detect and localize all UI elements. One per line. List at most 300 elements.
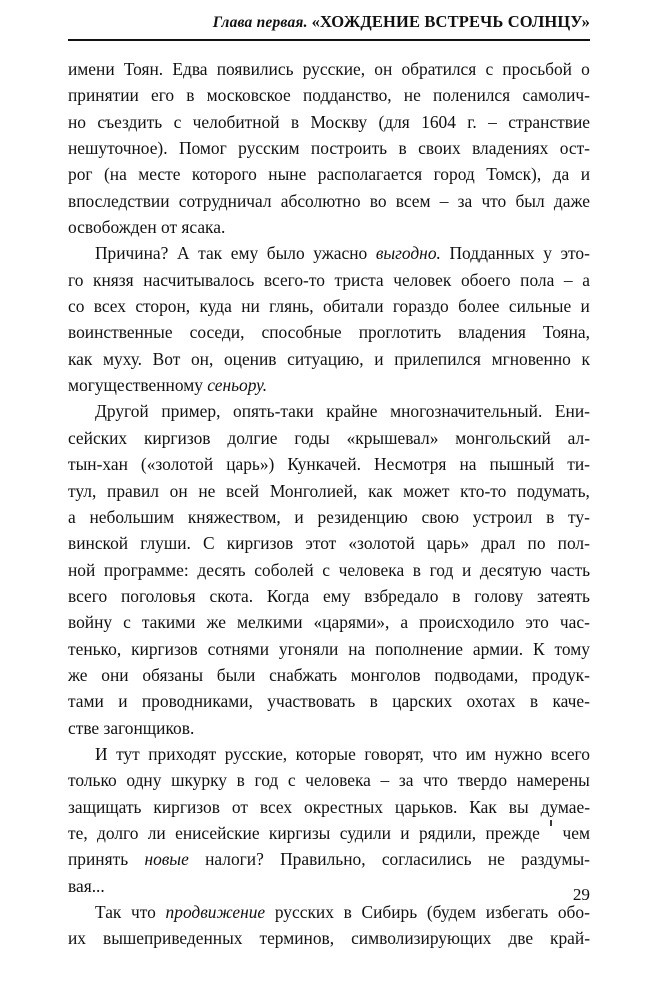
- text-word: же: [206, 612, 227, 633]
- text-word: так: [198, 243, 223, 264]
- text-word: Несмотря: [374, 454, 447, 475]
- text-word: и: [461, 559, 472, 580]
- text-word: ныне: [268, 164, 307, 185]
- text-word: насчитывалось: [143, 269, 255, 290]
- text-word: мелкими: [237, 612, 303, 633]
- text-line: [68, 925, 590, 951]
- text-word: подводами,: [434, 664, 519, 685]
- text-word: как: [368, 480, 393, 501]
- text-word: поленился: [432, 85, 511, 106]
- text-word: ли: [147, 822, 166, 843]
- text-word: был: [515, 190, 545, 211]
- text-word: нешуточное).: [68, 138, 168, 159]
- text-word: Как: [469, 796, 497, 817]
- text-word: человека: [338, 559, 405, 580]
- text-word: построить: [310, 138, 388, 159]
- text-word: человека: [305, 770, 371, 791]
- text-word: Причина?: [95, 243, 169, 264]
- text-word: ни: [241, 296, 260, 317]
- text-word: киргизов: [226, 533, 294, 554]
- text-word: охотах: [466, 691, 516, 712]
- text-word: по: [527, 533, 546, 554]
- text-word: это-: [560, 243, 590, 264]
- text-word: скота.: [209, 585, 254, 606]
- text-word: думае-: [540, 796, 590, 817]
- text-line: [68, 636, 590, 662]
- text-word: Так: [95, 902, 122, 922]
- text-word: драл: [481, 533, 516, 554]
- text-word: вышеприведенных: [103, 928, 243, 949]
- text-word: абсолютно: [280, 190, 361, 211]
- text-word: к: [581, 348, 590, 369]
- text-word: располагается: [317, 164, 423, 185]
- text-word: пример,: [161, 401, 221, 422]
- text-word: им: [465, 743, 486, 764]
- text-line: [68, 767, 590, 793]
- text-word: (будем: [426, 902, 477, 922]
- text-word: мгновенно: [491, 348, 571, 369]
- text-word: две: [508, 928, 534, 949]
- text-word: киргизов: [143, 427, 211, 448]
- text-line: [68, 188, 590, 214]
- text-line: [68, 820, 590, 846]
- text-word: в: [236, 770, 245, 791]
- text-word: –: [380, 770, 390, 791]
- running-head-rule: [68, 39, 590, 41]
- text-word: твердо: [457, 770, 508, 791]
- text-line: [68, 583, 590, 609]
- text-word: пол-: [557, 533, 590, 554]
- text-word: челобитной: [192, 111, 280, 132]
- text-word: за: [457, 190, 473, 211]
- text-word: судили: [339, 822, 391, 843]
- text-word: и: [294, 506, 304, 527]
- text-word: сторон,: [135, 296, 191, 317]
- text-word: о: [581, 59, 590, 79]
- text-word: и: [374, 348, 384, 369]
- text-word: были: [216, 664, 256, 685]
- text-word: ему: [323, 585, 351, 606]
- text-word: было: [266, 243, 305, 264]
- text-word: Когда: [266, 585, 310, 606]
- text-word: десять: [197, 559, 246, 580]
- text-word: с: [485, 59, 494, 79]
- text-word: всего-то: [263, 269, 325, 290]
- text-line: [68, 846, 590, 872]
- text-word: «царями»,: [313, 612, 390, 633]
- text-word: что: [432, 743, 458, 764]
- text-word: –: [439, 190, 449, 211]
- text-word: К: [532, 638, 545, 659]
- text-word: тенько,: [68, 638, 122, 659]
- text-word: и: [400, 822, 410, 843]
- text-word: обратился: [401, 59, 477, 79]
- text-line: [68, 688, 590, 714]
- text-word: правил: [107, 480, 159, 501]
- text-word: край-: [550, 928, 590, 949]
- text-word: владениях: [472, 138, 549, 159]
- text-line: [68, 82, 590, 108]
- text-word: ной: [68, 559, 96, 580]
- text-word: резиденцию: [317, 506, 408, 527]
- text-word: сотрудничал: [178, 190, 272, 211]
- text-word: пышный: [489, 454, 555, 475]
- text-word: а: [68, 506, 76, 527]
- text-word: сейских: [68, 427, 128, 448]
- text-word: многозначительный.: [390, 401, 543, 422]
- text-word: год: [254, 770, 279, 791]
- text-word: что: [481, 190, 507, 211]
- text-word: кто-то: [460, 480, 507, 501]
- text-word: более: [458, 296, 500, 317]
- text-word: сильные: [508, 296, 572, 317]
- text-word: воинственные: [68, 322, 173, 343]
- text-word: Кункачей.: [287, 454, 361, 475]
- text-word: армии.: [472, 638, 524, 659]
- text-word: всех: [259, 796, 293, 817]
- text-word: киргизов: [131, 638, 198, 659]
- text-word: только: [68, 770, 117, 791]
- text-word: проводниками,: [141, 691, 253, 712]
- text-word: часть: [550, 559, 590, 580]
- text-word: принятии: [68, 85, 139, 106]
- text-word: русские,: [302, 59, 366, 79]
- text-word: от: [231, 796, 248, 817]
- text-word: год: [429, 559, 454, 580]
- text-word: тын-хан: [68, 454, 128, 475]
- text-word: со: [68, 296, 85, 317]
- text-word: нужно: [494, 743, 543, 764]
- text-word: Монголией,: [269, 480, 358, 501]
- text-word: появились: [216, 59, 294, 79]
- text-word: тул,: [68, 480, 97, 501]
- text-word: тами: [68, 691, 104, 712]
- text-word: в: [186, 85, 195, 106]
- text-word: город: [433, 164, 475, 185]
- text-word: в: [398, 138, 407, 159]
- text-word: и: [580, 296, 590, 317]
- text-word: обязаны: [142, 664, 204, 685]
- text-word: Тоян.: [123, 59, 164, 79]
- text-line: [68, 319, 590, 345]
- text-word: же: [68, 664, 88, 685]
- text-word: происходило: [419, 612, 515, 633]
- text-word: месте: [138, 164, 181, 185]
- text-word: владения: [458, 322, 526, 343]
- text-word: самолич-: [522, 85, 590, 106]
- text-word: (на: [103, 164, 127, 185]
- text-word: участвовать: [267, 691, 356, 712]
- text-word: с: [173, 111, 182, 132]
- text-word: проглотить: [358, 322, 442, 343]
- text-word: приходят: [148, 743, 217, 764]
- text-word: ал-: [567, 427, 590, 448]
- text-word: пополнение: [375, 638, 463, 659]
- text-line: вая...: [68, 875, 105, 896]
- text-word: царь»): [226, 454, 275, 475]
- text-word: а: [400, 612, 409, 633]
- text-word: в: [452, 585, 461, 606]
- text-word: Правильно,: [280, 849, 366, 870]
- text-word: долго: [97, 822, 139, 843]
- text-word: да: [552, 164, 570, 185]
- text-word: во: [369, 190, 387, 211]
- text-word: он,: [190, 348, 214, 369]
- text-word: и: [118, 691, 128, 712]
- text-word: пола: [520, 269, 555, 290]
- text-word: не: [403, 85, 421, 106]
- text-word: Едва: [172, 59, 208, 79]
- text-line: [95, 398, 590, 424]
- text-line: [68, 346, 590, 372]
- text-word: всем: [395, 190, 431, 211]
- text-word: он: [169, 480, 188, 501]
- text-word: свою: [421, 506, 459, 527]
- text-word: куда: [199, 296, 232, 317]
- text-line: [68, 557, 590, 583]
- text-word: как: [68, 348, 93, 369]
- text-word: царь»: [426, 533, 470, 554]
- text-word: киргизы: [268, 822, 331, 843]
- text-word: всех: [93, 296, 126, 317]
- text-line: освобожден от ясака.: [68, 217, 226, 238]
- text-word: («золотой: [140, 454, 214, 475]
- text-word: а: [582, 269, 590, 290]
- text-word: прилепился: [394, 348, 481, 369]
- text-word: Вот: [152, 348, 181, 369]
- text-word: его: [150, 85, 175, 106]
- text-word: и: [580, 164, 590, 185]
- text-word: их: [68, 928, 87, 949]
- running-head: [68, 13, 590, 32]
- text-word: съездить: [97, 111, 163, 132]
- text-line: [68, 609, 590, 635]
- running-head-chapter: Глава первая.: [212, 14, 308, 31]
- text-line: [68, 56, 590, 82]
- text-word: А: [176, 243, 190, 264]
- text-word: всего: [550, 743, 590, 764]
- text-word: обитали: [322, 296, 384, 317]
- text-word: одну: [126, 770, 162, 791]
- text-word: небольшим: [89, 506, 175, 527]
- text-word: странствие: [508, 111, 590, 132]
- text-word: но: [68, 111, 87, 132]
- text-word: –: [563, 269, 573, 290]
- text-word: обо-: [557, 902, 590, 922]
- text-word: глуши.: [140, 533, 191, 554]
- text-word: С: [202, 533, 215, 554]
- text-line: [68, 504, 590, 530]
- text-word: винской: [68, 533, 129, 554]
- text-line: [68, 530, 590, 556]
- text-line: [68, 451, 590, 477]
- text-word: этот: [305, 533, 337, 554]
- text-line: [68, 109, 590, 135]
- text-word: защищать: [68, 796, 142, 817]
- text-word: принять: [68, 849, 129, 870]
- text-word: своих: [418, 138, 461, 159]
- text-word: тут: [116, 743, 140, 764]
- text-line: [68, 662, 590, 688]
- text-word: шкурку: [171, 770, 227, 791]
- text-word: раздумы-: [521, 849, 590, 870]
- text-word: Другой: [95, 401, 149, 422]
- text-word: избегать: [485, 902, 549, 922]
- text-word: И: [95, 743, 108, 764]
- text-word: долгие: [227, 427, 278, 448]
- text-word: г.: [467, 111, 477, 132]
- text-word: человек: [393, 269, 452, 290]
- text-word: в: [529, 691, 539, 712]
- text-line: [68, 161, 590, 187]
- text-word: те,: [68, 822, 88, 843]
- text-word: в: [290, 111, 300, 132]
- text-word: не: [487, 849, 505, 870]
- text-line: [95, 240, 590, 266]
- text-word: что: [423, 770, 448, 791]
- text-word: киргизов: [153, 796, 220, 817]
- text-word: терминов,: [259, 928, 335, 949]
- text-word: устроил: [472, 506, 533, 527]
- text-word: такими: [141, 612, 196, 633]
- text-word: впоследствии: [68, 190, 170, 211]
- text-word: царьков.: [394, 796, 458, 817]
- text-word: енисейские: [175, 822, 260, 843]
- text-word: не: [198, 480, 216, 501]
- body-text-block: [68, 56, 590, 952]
- text-word: может: [403, 480, 450, 501]
- text-word: монгольский: [455, 427, 551, 448]
- text-word: даже: [553, 190, 590, 211]
- text-word: монголов: [350, 664, 421, 685]
- text-word: опять-таки: [233, 401, 314, 422]
- text-word: царских: [392, 691, 453, 712]
- text-word: продук-: [531, 664, 590, 685]
- text-word: –: [488, 111, 497, 132]
- text-line: [68, 425, 590, 451]
- text-word: глянь,: [269, 296, 314, 317]
- text-word: налоги?: [205, 849, 264, 870]
- text-word: московское: [206, 85, 291, 106]
- text-word: с: [322, 559, 330, 580]
- text-word: на: [459, 454, 477, 475]
- text-word: русских: [274, 902, 334, 922]
- text-word: в: [369, 691, 378, 712]
- text-word: князя: [93, 269, 134, 290]
- text-word: в: [343, 902, 352, 922]
- text-word: с: [123, 612, 131, 633]
- text-word: снабжать: [269, 664, 338, 685]
- text-word: княжеством,: [187, 506, 281, 527]
- text-word: десятую: [479, 559, 542, 580]
- text-word: рядили,: [418, 822, 477, 843]
- text-word: го: [68, 269, 84, 290]
- text-word: (для: [378, 111, 410, 132]
- text-word: поголовья: [120, 585, 196, 606]
- text-word: соболей: [254, 559, 314, 580]
- text-word: взбредало: [364, 585, 439, 606]
- text-word: в: [546, 506, 555, 527]
- scan-artifact: [550, 820, 552, 826]
- text-word: рог: [68, 164, 93, 185]
- text-line: стве загонщиков.: [68, 717, 195, 738]
- text-word: Сибирь: [361, 902, 418, 922]
- text-word: русским: [238, 138, 300, 159]
- text-word: у: [543, 243, 552, 264]
- text-word: продвижение: [165, 902, 266, 922]
- text-word: он: [374, 59, 393, 79]
- text-word: Москву: [310, 111, 368, 132]
- text-word: новые: [144, 849, 189, 870]
- text-word: способные: [261, 322, 342, 343]
- text-word: окрестных: [304, 796, 383, 817]
- text-word: всей: [226, 480, 260, 501]
- text-word: подумать,: [517, 480, 590, 501]
- text-word: 1604: [421, 111, 456, 132]
- text-word: вы: [508, 796, 529, 817]
- text-word: час-: [559, 612, 590, 633]
- text-run-italic: сеньору.: [207, 375, 268, 396]
- text-word: гораздо: [392, 296, 449, 317]
- text-word: символизирующих: [351, 928, 492, 949]
- text-word: затеять: [536, 585, 590, 606]
- text-word: ужасно: [313, 243, 368, 264]
- text-word: выгодно.: [375, 243, 441, 264]
- text-word: за: [398, 770, 414, 791]
- text-word: которого: [191, 164, 257, 185]
- text-word: на: [348, 638, 366, 659]
- text-word: войну: [68, 612, 113, 633]
- text-word: ти-: [567, 454, 590, 475]
- text-word: соседи,: [189, 322, 245, 343]
- text-line: [95, 741, 590, 767]
- text-word: ту-: [568, 506, 590, 527]
- text-word: голову: [474, 585, 524, 606]
- text-word: годы: [294, 427, 330, 448]
- text-word: Тояна,: [542, 322, 590, 343]
- text-word: каче-: [552, 691, 590, 712]
- text-word: «золотой: [348, 533, 415, 554]
- text-word: Подданных: [449, 243, 535, 264]
- text-word: имени: [68, 59, 115, 79]
- text-word: тому: [554, 638, 590, 659]
- text-word: муху.: [102, 348, 143, 369]
- text-word: прежде: [485, 822, 540, 843]
- text-word: крайне: [326, 401, 378, 422]
- text-line: [68, 478, 590, 504]
- text-run: могущественному: [68, 375, 208, 396]
- page-number: 29: [572, 885, 590, 904]
- text-word: говорят,: [364, 743, 424, 764]
- text-word: которые: [295, 743, 356, 764]
- text-word: это: [525, 612, 549, 633]
- text-word: угоняли: [278, 638, 339, 659]
- text-word: программе:: [103, 559, 189, 580]
- text-line: [68, 372, 590, 398]
- text-word: они: [101, 664, 129, 685]
- text-word: Ени-: [554, 401, 590, 422]
- running-head-title: «ХОЖДЕНИЕ ВСТРЕЧЬ СОЛНЦУ»: [311, 12, 590, 31]
- text-word: триста: [334, 269, 384, 290]
- text-word: ситуацию,: [287, 348, 364, 369]
- text-word: русские,: [224, 743, 288, 764]
- text-line: [68, 267, 590, 293]
- text-word: сотнями: [207, 638, 269, 659]
- text-word: «крышевал»: [346, 427, 439, 448]
- text-word: Помог: [178, 138, 227, 159]
- text-word: оценив: [223, 348, 277, 369]
- text-word: обоего: [460, 269, 511, 290]
